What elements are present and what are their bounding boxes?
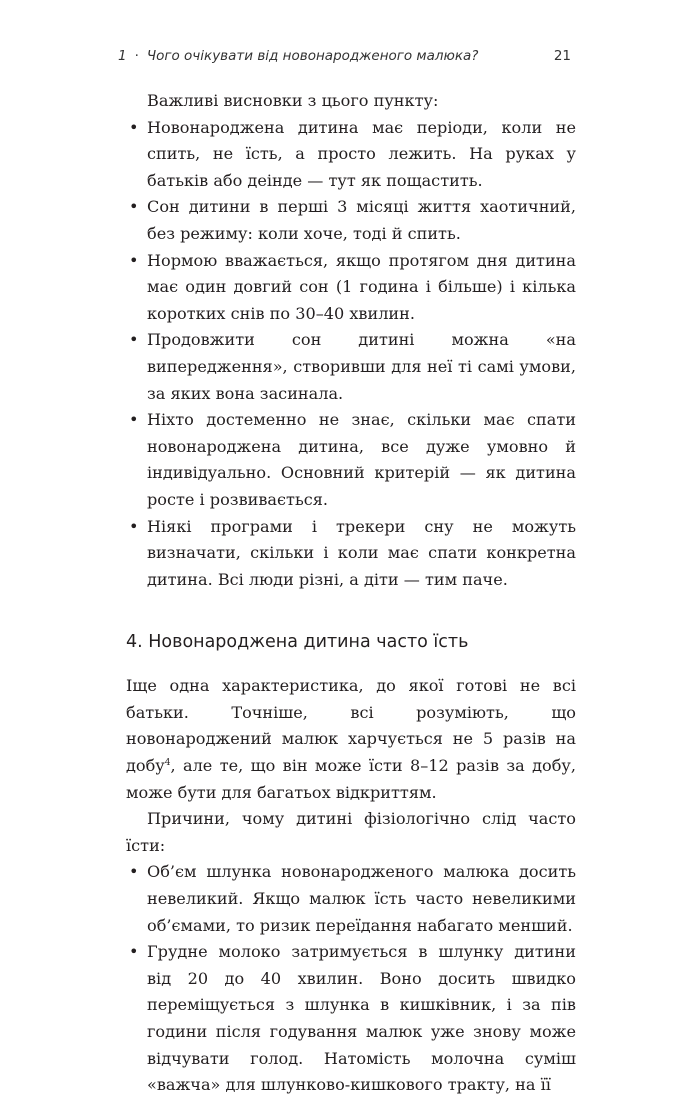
- list-item: • Ніякі програми і трекери сну не можуть визначати, скільки і коли має спати конкретна дитина. Всі люди різні, а діти — тим паче.: [126, 514, 576, 594]
- conclusions-list: [126, 115, 576, 594]
- running-head-separator: ·: [134, 48, 139, 64]
- list-item: • Грудне молоко затримується в шлунку дитини від 20 до 40 хвилин. Воно досить швидко переміщується з шлунка в кишківник, і за пів години після годування малюк уже знову може відчувати голод. Натомість молочна суміш «важча» для шлунково-кишкового тракту, на її: [126, 939, 576, 1099]
- reasons-list: [126, 859, 576, 1098]
- list-item: • Продовжити сон дитині можна «на випередження», створивши для неї ті самі умови, за яких вона засинала.: [126, 327, 576, 407]
- list-item: • Новонароджена дитина має періоди, коли не спить, не їсть, а просто лежить. На руках у батьків або деінде — тут як пощастить.: [126, 115, 576, 195]
- running-head: [118, 48, 571, 64]
- chapter-number: 1: [118, 48, 127, 64]
- running-head-chapter: [118, 48, 478, 64]
- chapter-title: Чого очікувати від новонародженого малюка?: [146, 48, 479, 64]
- conclusions-intro: Важливі висновки з цього пункту:: [147, 91, 439, 110]
- footnote-reference: 4: [164, 758, 171, 769]
- paragraph-text-start: Іще одна характеристика, до якої готові не всі батьки. Точніше, всі розуміють, що новонароджений малюк харчується не 5 разів на добу: [126, 676, 576, 776]
- page-number: 21: [553, 48, 571, 64]
- list-item: • Сон дитини в перші 3 місяці життя хаотичний, без режиму: коли хоче, тоді й спить.: [126, 194, 576, 247]
- reasons-intro: Причини, чому дитині фізіологічно слід часто їсти:: [126, 809, 576, 855]
- list-item: • Нормою вважається, якщо протягом дня дитина має один довгий сон (1 година і більше) і кілька коротких снів по 30–40 хвилин.: [126, 248, 576, 328]
- section-heading: 4. Новонароджена дитина часто їсть: [126, 632, 469, 653]
- list-item: • Об’єм шлунка новонародженого малюка досить невеликий. Якщо малюк їсть часто невеликими об’ємами, то ризик переїдання набагато менший.: [126, 859, 576, 939]
- body-paragraph: [126, 673, 576, 806]
- list-item: • Ніхто достеменно не знає, скільки має спати новонароджена дитина, все дуже умовно й індивідуально. Основний критерій — як дитина росте і розвивається.: [126, 407, 576, 513]
- paragraph-text-end: , але те, що він може їсти 8–12 разів за добу, може бути для багатьох відкриттям.: [126, 756, 576, 802]
- page-body: [126, 88, 576, 1099]
